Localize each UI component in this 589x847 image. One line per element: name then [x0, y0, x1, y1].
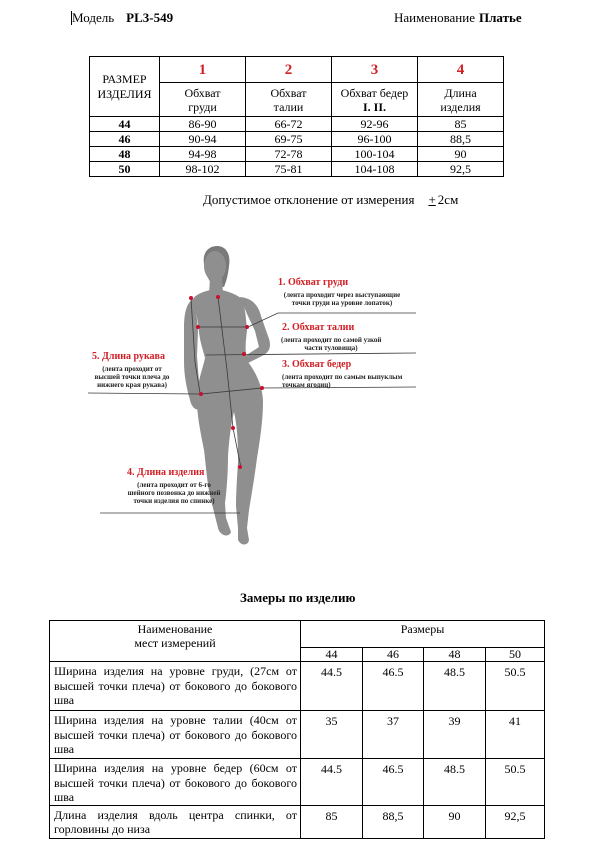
model-label: Модель [72, 10, 115, 25]
note-line: нижнего края рукава) [97, 381, 167, 389]
note-line: точкам ягодиц) [282, 381, 331, 389]
silhouette-body [193, 290, 263, 545]
column-label-line: Обхват [184, 85, 221, 100]
neck-point [216, 295, 220, 299]
length-cell: 88,5 [418, 132, 504, 147]
size-table [89, 56, 504, 177]
measurement-value: 46.5 [363, 759, 424, 806]
length-label-title: 4. Длина изделия [127, 467, 205, 478]
measurement-value: 50.5 [486, 759, 545, 806]
chest-cell: 86-90 [160, 117, 246, 132]
column-number-hips: 3 [332, 57, 418, 83]
hips-cell: 100-104 [332, 147, 418, 162]
note-line: (лента проходит через выступающие [283, 291, 401, 299]
column-label-line: Длина [444, 85, 477, 100]
column-number-waist: 2 [246, 57, 332, 83]
measurement-name: Ширина изделия на уровне груди, (27см от высшей точки плеча) от бокового до бокового шва [50, 662, 301, 711]
table-row [90, 162, 504, 177]
sleeve-label-notes [86, 365, 178, 389]
column-number-chest: 1 [160, 57, 246, 83]
table-row [90, 132, 504, 147]
table-row [50, 662, 545, 711]
chest-cell: 94-98 [160, 147, 246, 162]
column-label-line: груди [188, 99, 217, 114]
hips-cell: 104-108 [332, 162, 418, 177]
table-row [90, 147, 504, 162]
product-name-label: Наименование [394, 10, 475, 25]
sleeve-label-title: 5. Длина рукава [92, 351, 165, 362]
table-row [90, 117, 504, 132]
column-label-waist [246, 83, 332, 117]
column-number-length: 4 [418, 57, 504, 83]
product-name-line [394, 10, 522, 26]
measurement-name: Ширина изделия на уровне талии (40см от высшей точки плеча) от бокового до бокового шва [50, 711, 301, 759]
column-label-line: Обхват бедер [340, 85, 409, 100]
measurement-value: 50.5 [486, 662, 545, 711]
model-line [72, 10, 173, 26]
hips-label-notes [282, 373, 416, 389]
waist-cell: 72-78 [246, 147, 332, 162]
measurement-value: 48.5 [424, 759, 486, 806]
hips-point [260, 386, 264, 390]
measurement-value: 85 [301, 805, 363, 838]
measurement-name: Длина изделия вдоль центра спинки, от горловины до низа [50, 805, 301, 838]
measurement-value: 39 [424, 711, 486, 759]
header-line: мест измерений [134, 636, 216, 650]
size-table-number-row [90, 57, 504, 83]
size-header-cell: 44 [301, 648, 363, 662]
table-row [50, 711, 545, 759]
column-label-line: талии [273, 99, 304, 114]
measurement-value: 37 [363, 711, 424, 759]
note-line: части туловища) [304, 344, 358, 352]
measurement-value: 92,5 [486, 805, 545, 838]
plus-minus-sign: + [428, 192, 436, 207]
size-header-cell: 46 [363, 648, 424, 662]
waist-label-notes [281, 336, 381, 352]
length-cell: 92,5 [418, 162, 504, 177]
measurements-title: Замеры по изделию [240, 590, 356, 605]
length-cell: 90 [418, 147, 504, 162]
length-point [238, 465, 242, 469]
size-cell: 48 [90, 147, 160, 162]
table-row [50, 805, 545, 838]
hips-cell: 96-100 [332, 132, 418, 147]
note-line: точки груди на уровне лопаток) [291, 299, 393, 307]
waist-cell: 66-72 [246, 117, 332, 132]
model-value: PL3-549 [126, 10, 174, 25]
measurement-value: 35 [301, 711, 363, 759]
column-label-hips [332, 83, 418, 117]
size-header-cell: 50 [486, 648, 545, 662]
note-line: (лента проходит по самым выпуклым [282, 373, 403, 381]
chest-label-notes [276, 291, 408, 307]
size-cell: 50 [90, 162, 160, 177]
column-label-length [418, 83, 504, 117]
sizes-header: Размеры [301, 621, 545, 648]
size-cell: 44 [90, 117, 160, 132]
tolerance-note [203, 192, 458, 208]
length-cell: 85 [418, 117, 504, 132]
note-line: (лента проходит по самой узкой [281, 336, 382, 344]
hips-cell: 92-96 [332, 117, 418, 132]
header-line: Наименование [137, 622, 213, 636]
shoulder-point [189, 296, 193, 300]
measurement-value: 41 [486, 711, 545, 759]
chest-cell: 90-94 [160, 132, 246, 147]
waist-cell: 69-75 [246, 132, 332, 147]
size-header-line: РАЗМЕР [102, 71, 147, 86]
size-header-cell: 48 [424, 648, 486, 662]
chest-label-title: 1. Обхват груди [278, 277, 349, 288]
waist-cell: 75-81 [246, 162, 332, 177]
hips-point [199, 392, 203, 396]
silhouette-head [204, 251, 226, 281]
length-point [231, 426, 235, 430]
waist-point [242, 352, 246, 356]
chest-point [196, 325, 200, 329]
measurement-value: 44.5 [301, 662, 363, 711]
column-label-chest [160, 83, 246, 117]
measurement-name-header [50, 621, 301, 662]
measurement-value: 88,5 [363, 805, 424, 838]
note-line: (лента проходит от 6-го [137, 481, 211, 489]
tolerance-value: 2см [437, 192, 459, 207]
note-line: высшей точки плеча до [94, 373, 170, 381]
measurements-header-row [50, 621, 545, 648]
measurement-value: 90 [424, 805, 486, 838]
measurement-value: 48.5 [424, 662, 486, 711]
measurement-value: 46.5 [363, 662, 424, 711]
note-line: (лента проходит от [102, 365, 162, 373]
length-label-notes [120, 481, 228, 505]
measurement-name: Ширина изделия на уровне бедер (60см от высшей точки плеча) от бокового до бокового шва [50, 759, 301, 806]
size-header-line: ИЗДЕЛИЯ [97, 86, 152, 101]
chest-cell: 98-102 [160, 162, 246, 177]
chest-point [245, 325, 249, 329]
tolerance-text: Допустимое отклонение от измерения [203, 192, 415, 207]
size-header-cell [90, 57, 160, 117]
measurement-value: 44.5 [301, 759, 363, 806]
note-line: шейного позвонка до нижней [127, 489, 221, 497]
product-name-value: Платье [479, 10, 522, 25]
column-label-line: изделия [440, 99, 481, 114]
table-row [50, 759, 545, 806]
waist-label-title: 2. Обхват талии [282, 322, 355, 333]
column-label-line: Обхват [270, 85, 307, 100]
note-line: точки изделия по спинке) [133, 497, 215, 505]
column-label-line: I. II. [362, 99, 386, 114]
measurements-table [49, 620, 545, 839]
hips-label-title: 3. Обхват бедер [282, 359, 352, 370]
size-cell: 46 [90, 132, 160, 147]
